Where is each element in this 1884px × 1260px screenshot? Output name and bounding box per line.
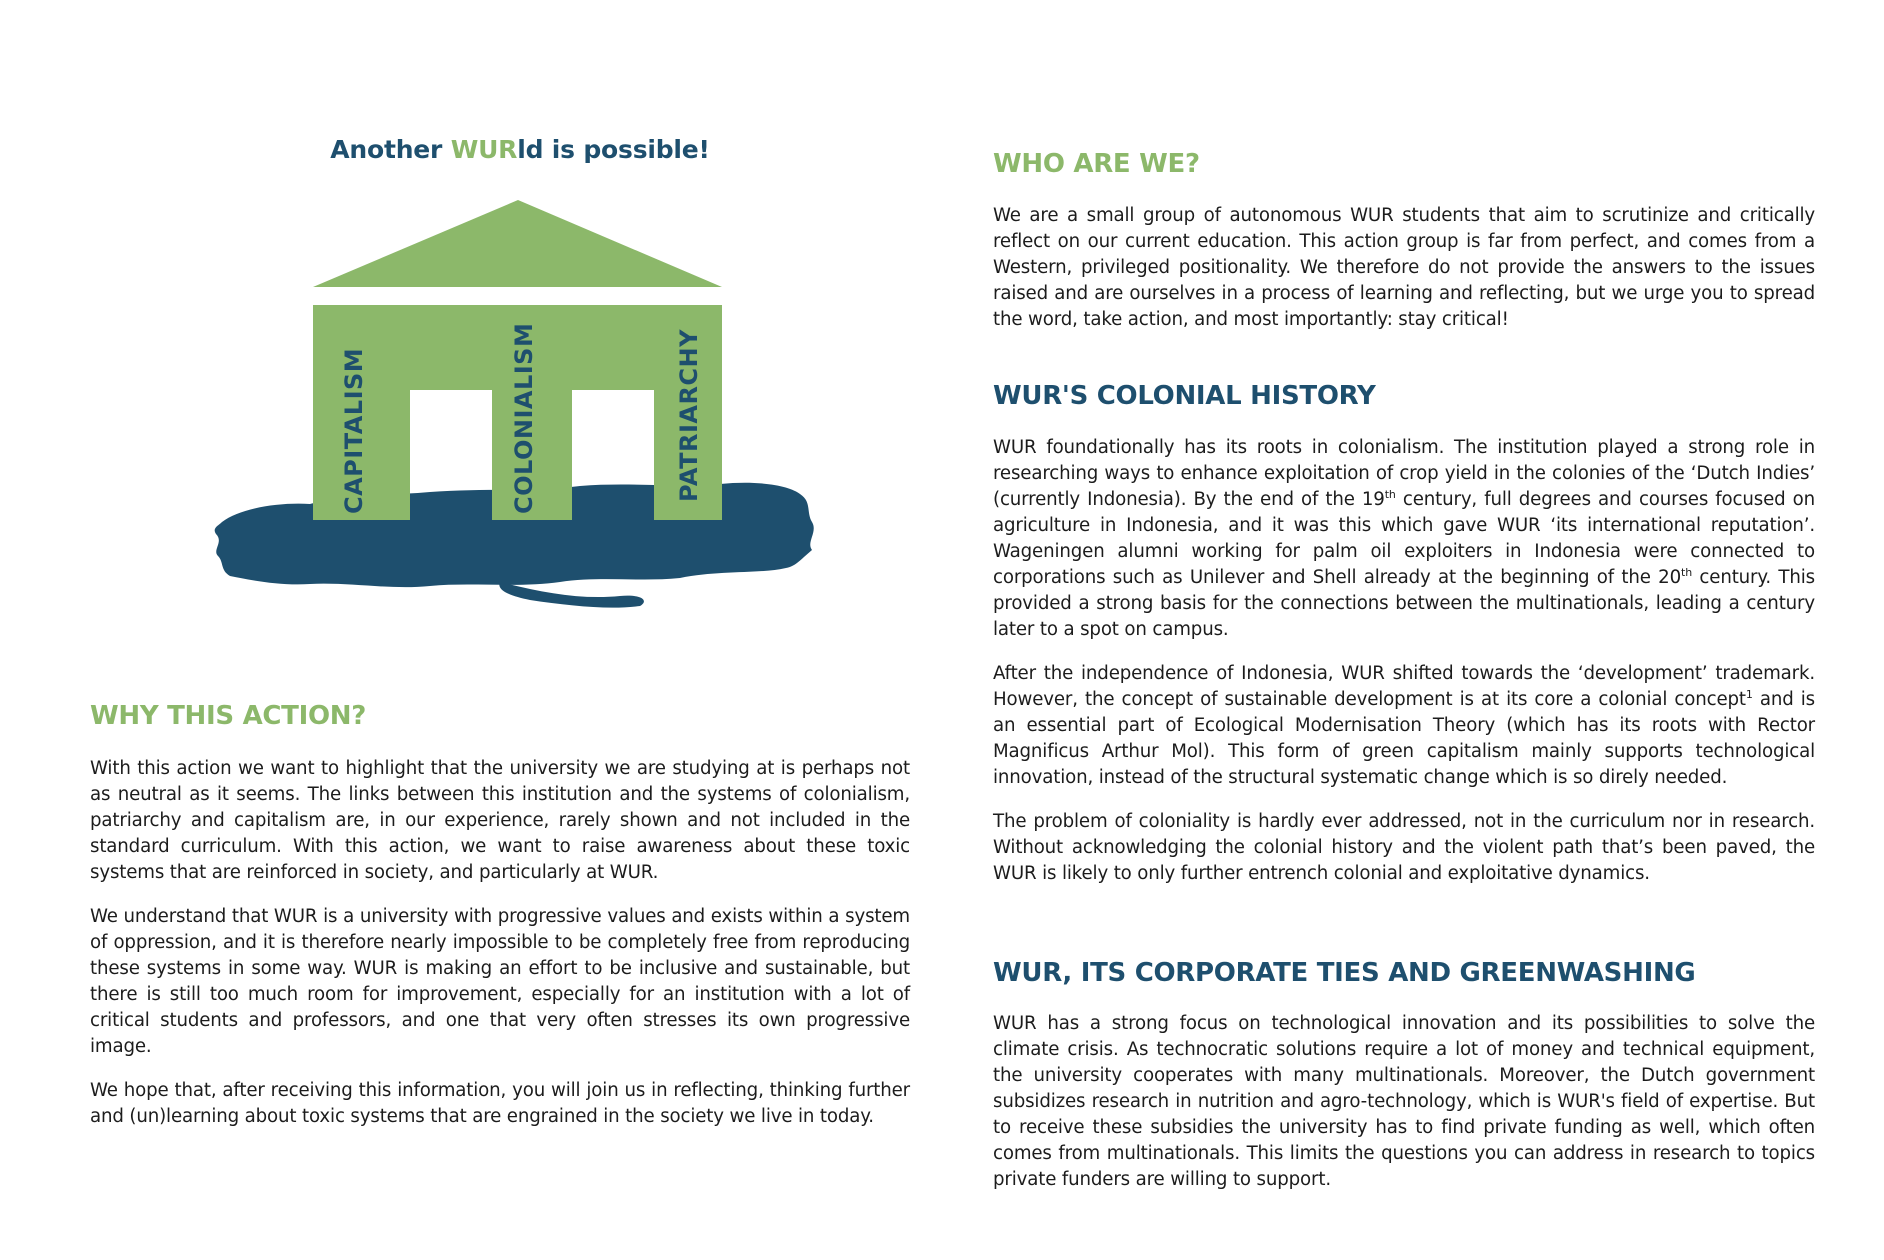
colonial-paragraph-2 [993,661,1815,791]
illustration-title-post: ld is possible! [517,135,710,164]
colonial-paragraph-1 [993,435,1815,643]
colonial-p1-part-c: century. This provided a strong basis for the connections between the multinationals, leading a century later to a spot on campus. [993,567,1815,640]
svg-text:CAPITALISM: CAPITALISM [340,347,368,514]
temple-illustration [200,130,840,620]
svg-text:COLONIALISM: COLONIALISM [510,322,538,514]
why-paragraph-3: We hope that, after receiving this information, you will join us in reflecting, thinking further and (un)learning about toxic systems that are engrained in the society we live in today. [90,1080,910,1127]
colonial-p1-part-b: century, full degrees and courses focused on agriculture in Indonesia, and it was this which gave WUR ‘its international reputation’. Wageningen alumni working for palm oil exploiters in Indonesia were connected to corporations such as Unilever and Shell already at the beginning of the 20 [993,489,1815,588]
who-heading: WHO ARE WE? [993,149,1200,179]
corporate-heading: WUR, ITS CORPORATE TIES AND GREENWASHING [993,958,1696,988]
colonial-paragraph-3: The problem of coloniality is hardly ever addressed, not in the curriculum nor in research. Without acknowledging the colonial history and the violent path that’s been paved, the WUR is likely to only further entrench colonial and exploitative dynamics. [993,811,1815,884]
footnote-marker: 1 [1745,687,1753,701]
colonial-p1-sup-1: th [1384,487,1396,501]
pillar-capitalism [340,348,368,514]
why-paragraph-2: We understand that WUR is a university with progressive values and exists within a system of oppression, and it is therefore nearly impossible to be completely free from reproducing these systems in some way. WUR is making an effort to be inclusive and sustainable, but there is still too much room for improvement, especially for an institution with a lot of critical students and professors, and one that very often stresses its own progressive image. [90,906,910,1057]
illustration-title-pre: Another [330,135,451,164]
water-brushstroke-tail [499,582,644,608]
why-heading: WHY THIS ACTION? [90,701,367,731]
why-paragraph-1: With this action we want to highlight that the university we are studying at is perhaps not as neutral as it seems. The links between this institution and the systems of colonialism, patriarchy and capitalism are, in our experience, rarely shown and not included in the standard curriculum. With this action, we want to raise awareness about these toxic systems that are reinforced in society, and particularly at WUR. [90,758,910,883]
colonial-p1-part-a: WUR foundationally has its roots in colonialism. The institution played a strong role in researching ways to enhance exploitation of crop yield in the colonies of the ‘Dutch Indies’ (currently Indonesia). By the end of the 19 [993,437,1815,510]
colonial-p2-part-b: and is an essential part of Ecological Modernisation Theory (which has its roots with Rector Magnificus Arthur Mol). This form of green capitalism mainly supports technological innovation, instead of the structural systematic change which is so direly needed. [993,689,1815,788]
temple-graphic [200,130,840,620]
who-paragraph: We are a small group of autonomous WUR students that aim to scrutinize and critically reflect on our current education. This action group is far from perfect, and comes from a Western, privileged positionality. We therefore do not provide the answers to the issues raised and are ourselves in a process of learning and reflecting, but we urge you to spread the word, take action, and most importantly: stay critical! [993,205,1815,330]
colonial-p2-part-a: After the independence of Indonesia, WUR shifted towards the ‘development’ trademark. However, the concept of sustainable development is at its core a colonial concept [993,663,1815,710]
svg-text:PATRIARCHY: PATRIARCHY [675,328,703,502]
colonial-heading: WUR'S COLONIAL HISTORY [993,381,1376,411]
corporate-paragraph: WUR has a strong focus on technological innovation and its possibilities to solve the climate crisis. As technocratic solutions require a lot of money and technical equipment, the university cooperates with many multinationals. Moreover, the Dutch government subsidizes research in nutrition and agro-technology, which is WUR's field of expertise. But to receive these subsidies the university has to find private funding as well, which often comes from multinationals. This limits the questions you can address in research to topics private funders are willing to support. [993,1013,1815,1190]
illustration-title-wur: WUR [450,135,518,164]
colonial-p1-sup-2: th [1681,565,1693,579]
pillar-colonialism [510,323,538,514]
pillar-patriarchy [675,329,703,502]
temple-roof [313,200,722,287]
